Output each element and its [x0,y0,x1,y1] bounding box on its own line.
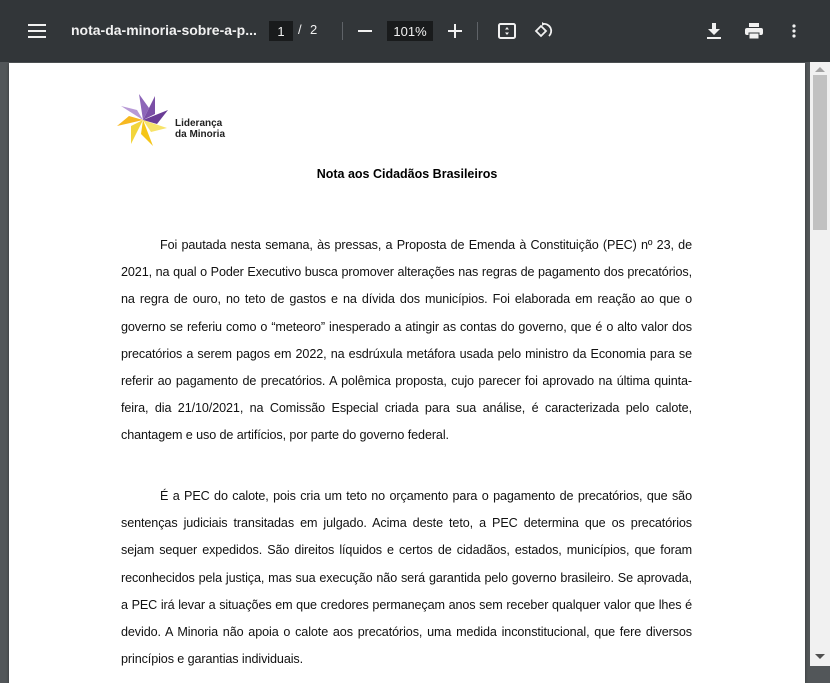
scroll-down-arrow-icon[interactable] [815,654,825,659]
page-total: 2 [310,22,318,37]
zoom-level-input[interactable]: 101% [387,21,433,41]
plus-icon [448,24,462,38]
zoom-in-button[interactable] [445,22,465,40]
toolbar-divider [342,22,343,40]
toolbar-divider [477,22,478,40]
pdf-toolbar [0,0,830,62]
minus-icon [358,30,372,32]
logo-line-2: da Minoria [175,129,226,140]
more-options-button[interactable] [784,21,804,41]
lideranca-logo [114,91,172,154]
print-button[interactable] [743,21,765,41]
pdf-page [9,63,805,683]
rotate-icon [533,21,553,41]
document-title: nota-da-minoria-sobre-a-p... [71,22,257,38]
vertical-scrollbar[interactable] [810,62,830,666]
print-icon [745,23,763,39]
menu-icon [28,24,46,38]
menu-button[interactable] [24,19,50,43]
document-heading: Nota aos Cidadãos Brasileiros [316,167,498,181]
page-separator: / [298,22,302,37]
paragraph-1-text: Foi pautada nesta semana, às pressas, a Proposta de Emenda à Constituição (PEC) nº 23, de 2021, na qual o Poder Executivo busca promover alterações nas regras de pagamento dos precatórios, na regra de ouro, no teto de gastos e na dívida dos municípios. Foi elaborada em reação ao que o governo se referiu como o “meteoro” inesperado a atingir as contas do governo, que é o alto valor dos precatórios a serem pagos em 2022, na esdrúxula metáfora usada pelo ministro da Economia para se referir ao pagamento de precatórios. A polêmica proposta, cujo parecer foi aprovado na última quinta-feira, dia 21/10/2021, na Comissão Especial criada para sua análise, é caracterizada pelo calote, chantagem e uso de artifícios, por parte do governo federal. [121,238,692,443]
download-button[interactable] [704,21,724,41]
scrollbar-thumb[interactable] [813,75,827,230]
zoom-out-button[interactable] [355,22,375,40]
rotate-button[interactable] [532,20,554,42]
page-number-input[interactable]: 1 [269,21,293,41]
paragraph-2 [121,483,692,673]
more-vert-icon [792,24,796,38]
fit-to-page-icon [498,23,516,39]
download-icon [707,23,721,39]
fit-to-page-button[interactable] [497,21,517,41]
pinwheel-logo-icon [114,91,172,149]
paragraph-1 [121,232,692,450]
logo-text [175,118,225,140]
logo-line-1: Liderança [175,118,223,129]
paragraph-2-text: É a PEC do calote, pois cria um teto no orçamento para o pagamento de precatórios, que são sentenças judiciais transitadas em julgado. Acima deste teto, a PEC determina que os precatórios sejam sequer expedidos. São direitos líquidos e certos de cidadãos, estados, municípios, que foram reconhecidos pela justiça, mas sua execução não será garantida pelo governo brasileiro. Se aprovada, a PEC irá levar a situações em que credores permaneçam anos sem receber qualquer valor que lhes é devido. A Minoria não apoia o calote aos precatórios, uma medida inconstitucional, que fere diversos princípios e garantias individuais. [121,489,692,667]
scroll-up-arrow-icon[interactable] [815,67,825,72]
pdf-viewer [0,62,810,666]
